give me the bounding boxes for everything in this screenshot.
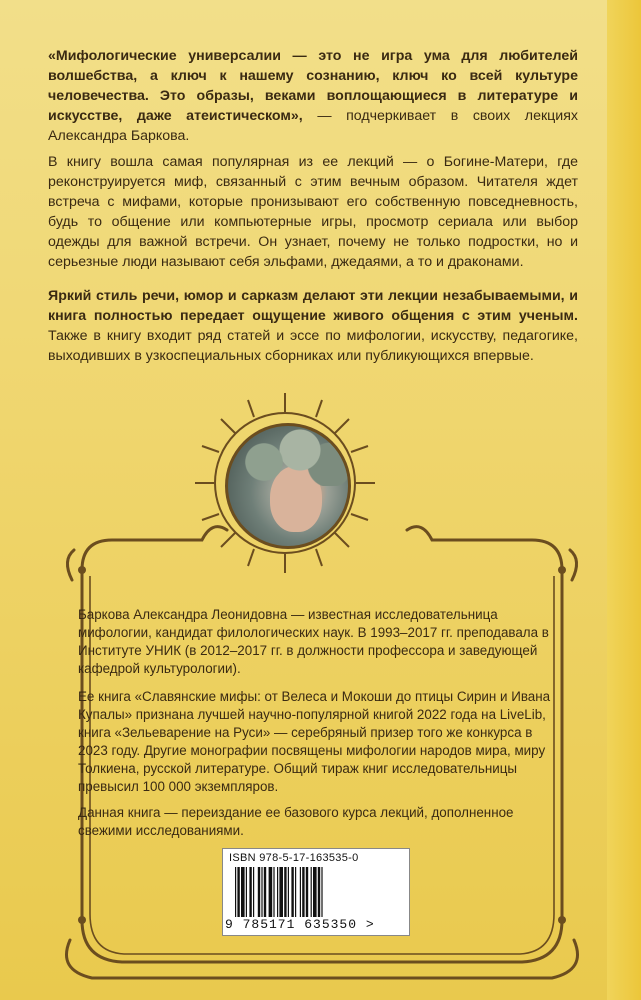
author-name: Баркова Александра Леонидовна <box>78 607 288 622</box>
portrait-medallion <box>192 390 378 576</box>
intro-description-paragraph: В книгу вошла самая популярная из ее лекций — о Богине-Матери, где реконструируется миф, связанный с этим вечным образом. Читателя ждет встреча с мифами, которые пронизывают его собственную повседневность, будь то общение или компьютерные игры, просмотр сериала или выбор одежды для важной встречи. Он узнает, почему не только подростки, но и серьезные люди называют себя эльфами, джедаями, а то и драконами. <box>48 154 578 270</box>
author-bio-text: — известная исследовательница мифологии, кандидат филологических наук. В 1993–2017 гг. преподавала в Институте УНИК (в 2012–2017 гг. в должности профессора и заведующей кафедрой культурологии). <box>78 607 549 676</box>
author-bio <box>78 606 558 678</box>
spine-strip <box>607 0 641 1000</box>
barcode-digits: 9 785171 635350 > <box>225 917 375 932</box>
book-note: Данная книга — переиздание ее базового курса лекций, дополненное свежими исследованиями. <box>78 805 514 838</box>
intro-style-paragraph <box>48 286 578 366</box>
barcode <box>222 848 410 936</box>
intro-attribution: — подчеркивает в своих лекциях Александра Баркова. <box>48 108 578 144</box>
isbn-label: ISBN 978-5-17-163535-0 <box>229 852 359 864</box>
author-portrait <box>225 423 351 549</box>
intro-quote-paragraph <box>48 46 578 146</box>
intro-style-rest: Также в книгу входит ряд статей и эссе по мифологии, искусству, педагогике, выходивших в узкоспециальных сборниках или публикующихся впервые. <box>48 328 578 364</box>
intro-style-highlight: Яркий стиль речи, юмор и сарказм делают эти лекции незабываемыми, и книга полностью передает ощущение живого общения с этим ученым. <box>48 288 578 324</box>
foliage-wreath <box>228 426 348 486</box>
author-books: Ее книга «Славянские мифы: от Велеса и Мокоши до птицы Сирин и Ивана Купалы» признана лучшей научно-популярной книгой 2022 года на LiveLib, книга «Зельеварение на Руси» — серебряный призер того же конкурса в 2023 году. Другие монографии посвящены мифологии народов мира, миру Толкиена, русской литературе. Общий тираж книг исследовательницы превысил 100 000 экземпляров. <box>78 689 551 794</box>
barcode-bars <box>235 867 397 917</box>
intro-quote: «Мифологические универсалии — это не игра ума для любителей волшебства, а ключ к нашему сознанию, ключ ко всей культуре человечества. Это образы, веками воплощающиеся в литературе и искусстве, даже атеистическом», <box>48 48 578 124</box>
